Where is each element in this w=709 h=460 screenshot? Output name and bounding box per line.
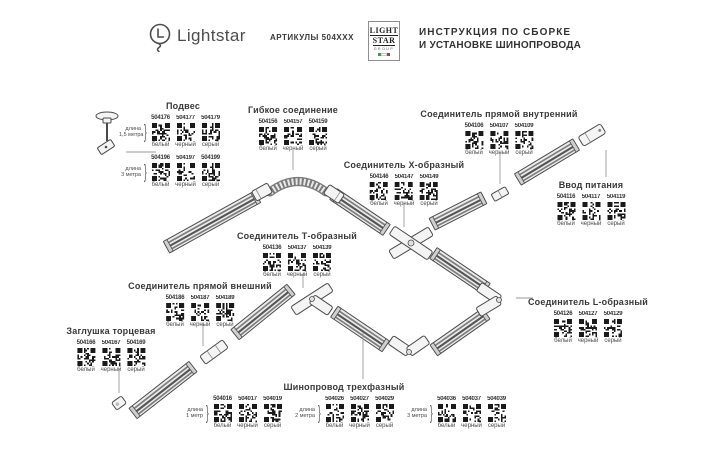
color-label: белый bbox=[557, 221, 575, 227]
logo-line2: STAR bbox=[372, 35, 396, 45]
qr-code bbox=[127, 348, 145, 366]
section-title: Подвес bbox=[165, 101, 201, 111]
qr-code bbox=[326, 404, 344, 422]
color-label: белый bbox=[77, 367, 95, 373]
section-groups bbox=[556, 194, 627, 228]
length-label bbox=[293, 407, 315, 419]
qr-code bbox=[515, 131, 533, 149]
qr-item bbox=[283, 119, 304, 153]
corner-connector-drawing bbox=[388, 335, 430, 356]
article-number: 504147 bbox=[394, 174, 414, 180]
length-label-line2: 2 метра bbox=[295, 413, 315, 419]
color-label: черный bbox=[175, 142, 196, 148]
article-number: 504039 bbox=[487, 396, 506, 402]
straight-internal-connector-drawing bbox=[491, 187, 509, 202]
color-label: белый bbox=[465, 150, 483, 156]
qr-item bbox=[286, 245, 307, 279]
article-number: 504146 bbox=[369, 174, 389, 180]
qr-code bbox=[166, 303, 184, 321]
qr-code bbox=[488, 404, 506, 422]
brace-glyph: } bbox=[317, 402, 321, 424]
qr-item bbox=[436, 396, 457, 430]
color-label: белый bbox=[263, 272, 281, 278]
brand-name: Lightstar bbox=[177, 26, 246, 45]
section-groups bbox=[369, 174, 440, 208]
color-label: черный bbox=[461, 423, 482, 429]
suspension-drawing bbox=[96, 112, 118, 155]
article-number: 504107 bbox=[489, 123, 509, 129]
qr-item bbox=[237, 396, 258, 430]
article-number: 504179 bbox=[201, 115, 220, 121]
article-number: 504127 bbox=[578, 311, 598, 317]
qr-code bbox=[554, 319, 572, 337]
qr-group bbox=[556, 194, 627, 228]
section-title: Гибкое соединение bbox=[248, 105, 338, 115]
qr-code bbox=[582, 202, 600, 220]
section-podves bbox=[119, 101, 221, 189]
article-number: 504176 bbox=[151, 115, 170, 121]
brace-glyph: } bbox=[143, 121, 147, 143]
qr-items bbox=[212, 396, 283, 430]
qr-items bbox=[258, 119, 329, 153]
qr-code bbox=[370, 182, 388, 200]
section-groups bbox=[261, 245, 332, 279]
color-label: черный bbox=[488, 150, 510, 156]
qr-code bbox=[420, 182, 438, 200]
article-number: 504016 bbox=[213, 396, 232, 402]
document-title-line1: ИНСТРУКЦИЯ ПО СБОРКЕ bbox=[419, 27, 572, 38]
qr-items bbox=[556, 194, 627, 228]
section-soedinitel-t-obrazny bbox=[237, 231, 357, 279]
article-number: 504116 bbox=[556, 194, 576, 200]
color-label: черный bbox=[580, 221, 602, 227]
length-label bbox=[181, 407, 203, 419]
color-label: серый bbox=[487, 423, 506, 429]
articles-label: АРТИКУЛЫ 504XXX bbox=[270, 33, 354, 42]
qr-item bbox=[464, 123, 485, 157]
qr-code bbox=[465, 131, 483, 149]
section-groups bbox=[164, 295, 235, 329]
section-title: Соединитель прямой внешний bbox=[128, 281, 272, 291]
article-number: 504156 bbox=[258, 119, 278, 125]
qr-group bbox=[119, 115, 221, 149]
qr-code bbox=[309, 127, 327, 145]
color-label: черный bbox=[349, 423, 370, 429]
qr-item bbox=[374, 396, 395, 430]
qr-group bbox=[119, 155, 221, 189]
section-soedinitel-pryamoy-vnutrenniy bbox=[420, 109, 577, 157]
qr-code bbox=[214, 404, 232, 422]
color-label: белый bbox=[213, 423, 232, 429]
qr-items bbox=[369, 174, 440, 208]
qr-item bbox=[189, 295, 210, 329]
qr-code bbox=[463, 404, 481, 422]
length-label bbox=[119, 126, 144, 138]
qr-group bbox=[181, 396, 283, 430]
end-cap-drawing bbox=[112, 396, 127, 410]
qr-items bbox=[324, 396, 395, 430]
color-label: серый bbox=[375, 423, 394, 429]
color-label: черный bbox=[286, 272, 308, 278]
qr-item bbox=[581, 194, 602, 228]
color-label: черный bbox=[577, 338, 599, 344]
article-number: 504037 bbox=[462, 396, 481, 402]
article-number: 504167 bbox=[101, 340, 121, 346]
qr-item bbox=[150, 115, 171, 149]
qr-item bbox=[101, 340, 122, 374]
section-title: Ввод питания bbox=[558, 180, 624, 190]
qr-item bbox=[577, 311, 598, 345]
qr-item bbox=[150, 155, 171, 189]
section-groups bbox=[181, 396, 507, 430]
qr-item bbox=[602, 311, 623, 345]
qr-code bbox=[202, 163, 220, 181]
qr-code bbox=[607, 202, 625, 220]
section-shinoprovod-trekhfazny bbox=[181, 382, 507, 430]
qr-item bbox=[394, 174, 415, 208]
length-label-line1: длина bbox=[125, 126, 141, 132]
qr-code bbox=[263, 253, 281, 271]
section-title: Шинопровод трехфазный bbox=[283, 382, 405, 392]
logo-line1: LIGHT bbox=[369, 25, 399, 35]
color-label: черный bbox=[100, 367, 122, 373]
article-number: 504126 bbox=[553, 311, 573, 317]
section-soedinitel-l-obrazny bbox=[528, 297, 648, 345]
color-label: серый bbox=[420, 201, 438, 207]
article-number: 504186 bbox=[165, 295, 185, 301]
straight-external-connector-drawing bbox=[200, 340, 229, 365]
brace-glyph: } bbox=[429, 402, 433, 424]
color-label: серый bbox=[201, 142, 220, 148]
qr-code bbox=[216, 303, 234, 321]
qr-code bbox=[438, 404, 456, 422]
qr-item bbox=[76, 340, 97, 374]
length-label-line1: длина bbox=[187, 407, 203, 413]
color-label: серый bbox=[309, 146, 327, 152]
length-label-line1: длина bbox=[299, 407, 315, 413]
article-number: 504169 bbox=[126, 340, 146, 346]
qr-code bbox=[604, 319, 622, 337]
color-label: серый bbox=[313, 272, 331, 278]
article-number: 504197 bbox=[176, 155, 195, 161]
section-zaglushka-tortsevaya bbox=[66, 326, 155, 374]
qr-group bbox=[261, 245, 332, 279]
qr-item bbox=[489, 123, 510, 157]
article-number: 504026 bbox=[325, 396, 344, 402]
qr-code bbox=[77, 348, 95, 366]
qr-code bbox=[191, 303, 209, 321]
color-label: черный bbox=[175, 182, 196, 188]
qr-code bbox=[102, 348, 120, 366]
qr-code bbox=[313, 253, 331, 271]
section-groups bbox=[464, 123, 535, 157]
article-number: 504136 bbox=[262, 245, 282, 251]
qr-item bbox=[556, 194, 577, 228]
color-label: серый bbox=[604, 338, 622, 344]
qr-code bbox=[376, 404, 394, 422]
section-gibkoe-soedinenie bbox=[248, 105, 338, 153]
qr-code bbox=[557, 202, 575, 220]
qr-item bbox=[419, 174, 440, 208]
qr-items bbox=[261, 245, 332, 279]
article-number: 504139 bbox=[312, 245, 332, 251]
qr-item bbox=[175, 155, 196, 189]
article-number: 504157 bbox=[283, 119, 303, 125]
qr-group bbox=[76, 340, 147, 374]
color-label: серый bbox=[515, 150, 533, 156]
length-label-line1: длина bbox=[125, 166, 141, 172]
power-input-drawing bbox=[578, 124, 606, 147]
qr-code bbox=[284, 127, 302, 145]
article-number: 504166 bbox=[76, 340, 96, 346]
qr-code bbox=[239, 404, 257, 422]
qr-item bbox=[514, 123, 535, 157]
qr-group bbox=[369, 174, 440, 208]
qr-code bbox=[490, 131, 508, 149]
color-label: серый bbox=[127, 367, 145, 373]
qr-item bbox=[349, 396, 370, 430]
section-title: Заглушка торцевая bbox=[66, 326, 156, 336]
qr-items bbox=[76, 340, 147, 374]
article-number: 504109 bbox=[514, 123, 534, 129]
article-number: 504137 bbox=[287, 245, 307, 251]
section-soedinitel-x-obrazny bbox=[344, 160, 465, 208]
qr-item bbox=[200, 155, 221, 189]
section-groups bbox=[258, 119, 329, 153]
article-number: 504119 bbox=[606, 194, 626, 200]
qr-items bbox=[164, 295, 235, 329]
article-number: 504029 bbox=[375, 396, 394, 402]
brace-glyph: } bbox=[205, 402, 209, 424]
qr-group bbox=[293, 396, 395, 430]
color-label: серый bbox=[216, 322, 234, 328]
qr-code bbox=[152, 123, 170, 141]
section-groups bbox=[76, 340, 147, 374]
color-label: черный bbox=[282, 146, 304, 152]
article-number: 504117 bbox=[581, 194, 601, 200]
qr-item bbox=[258, 119, 279, 153]
section-title: Соединитель Т-образный bbox=[236, 231, 358, 241]
color-label: белый bbox=[151, 142, 170, 148]
qr-code bbox=[202, 123, 220, 141]
qr-code bbox=[395, 182, 413, 200]
l-connector-drawing bbox=[476, 282, 502, 316]
qr-item bbox=[214, 295, 235, 329]
qr-code bbox=[177, 123, 195, 141]
qr-items bbox=[436, 396, 507, 430]
qr-item bbox=[606, 194, 627, 228]
color-label: белый bbox=[370, 201, 388, 207]
length-label-line2: 3 метра bbox=[407, 413, 427, 419]
article-number: 504199 bbox=[201, 155, 220, 161]
qr-item bbox=[262, 396, 283, 430]
section-groups bbox=[119, 115, 221, 189]
t-connector-drawing bbox=[291, 283, 333, 316]
length-label-line2: 1,5 метра bbox=[119, 132, 144, 138]
length-label bbox=[119, 166, 141, 178]
x-connector-drawing bbox=[389, 226, 434, 260]
section-groups bbox=[552, 311, 623, 345]
article-number: 504149 bbox=[419, 174, 439, 180]
color-label: черный bbox=[393, 201, 415, 207]
qr-item bbox=[486, 396, 507, 430]
qr-group bbox=[258, 119, 329, 153]
color-label: черный bbox=[189, 322, 211, 328]
qr-item bbox=[261, 245, 282, 279]
length-label-line2: 3 метра bbox=[121, 172, 141, 178]
color-label: серый bbox=[263, 423, 282, 429]
qr-code bbox=[288, 253, 306, 271]
color-label: белый bbox=[325, 423, 344, 429]
qr-item bbox=[369, 174, 390, 208]
color-label: белый bbox=[554, 338, 572, 344]
article-number: 504129 bbox=[603, 311, 623, 317]
section-title: Соединитель X-образный bbox=[343, 160, 465, 170]
qr-code bbox=[264, 404, 282, 422]
qr-group bbox=[405, 396, 507, 430]
color-label: черный bbox=[237, 423, 258, 429]
qr-code bbox=[259, 127, 277, 145]
section-soedinitel-pryamoy-vneshniy bbox=[128, 281, 272, 329]
section-vvod-pitaniya bbox=[556, 180, 627, 228]
qr-code bbox=[351, 404, 369, 422]
length-label bbox=[405, 407, 427, 419]
qr-code bbox=[579, 319, 597, 337]
qr-item bbox=[308, 119, 329, 153]
qr-code bbox=[177, 163, 195, 181]
qr-item bbox=[212, 396, 233, 430]
article-number: 504196 bbox=[151, 155, 170, 161]
qr-items bbox=[552, 311, 623, 345]
qr-items bbox=[150, 115, 221, 149]
length-label-line2: 1 метр bbox=[186, 413, 203, 419]
qr-group bbox=[464, 123, 535, 157]
qr-item bbox=[175, 115, 196, 149]
article-number: 504177 bbox=[176, 115, 195, 121]
qr-item bbox=[311, 245, 332, 279]
document-title-line2: И УСТАНОВКЕ ШИНОПРОВОДА bbox=[419, 40, 582, 51]
qr-item bbox=[552, 311, 573, 345]
qr-items bbox=[150, 155, 221, 189]
qr-items bbox=[464, 123, 535, 157]
section-title: Соединитель L-образный bbox=[527, 297, 649, 307]
article-number: 504106 bbox=[464, 123, 484, 129]
color-label: белый bbox=[259, 146, 277, 152]
article-number: 504187 bbox=[190, 295, 210, 301]
article-number: 504189 bbox=[215, 295, 235, 301]
article-number: 504036 bbox=[437, 396, 456, 402]
color-label: серый bbox=[607, 221, 625, 227]
color-label: белый bbox=[151, 182, 170, 188]
logo-line3: GROUP bbox=[373, 46, 395, 51]
qr-item bbox=[200, 115, 221, 149]
qr-item bbox=[461, 396, 482, 430]
qr-item bbox=[126, 340, 147, 374]
length-label-line1: длина bbox=[411, 407, 427, 413]
color-label: серый bbox=[201, 182, 220, 188]
article-number: 504019 bbox=[263, 396, 282, 402]
color-label: белый bbox=[166, 322, 184, 328]
qr-item bbox=[164, 295, 185, 329]
qr-code bbox=[152, 163, 170, 181]
article-number: 504159 bbox=[308, 119, 328, 125]
brace-glyph: } bbox=[143, 161, 147, 183]
article-number: 504027 bbox=[350, 396, 369, 402]
section-title: Соединитель прямой внутренний bbox=[420, 109, 578, 119]
article-number: 504017 bbox=[238, 396, 257, 402]
qr-group bbox=[552, 311, 623, 345]
qr-group bbox=[164, 295, 235, 329]
color-label: белый bbox=[437, 423, 456, 429]
qr-item bbox=[324, 396, 345, 430]
